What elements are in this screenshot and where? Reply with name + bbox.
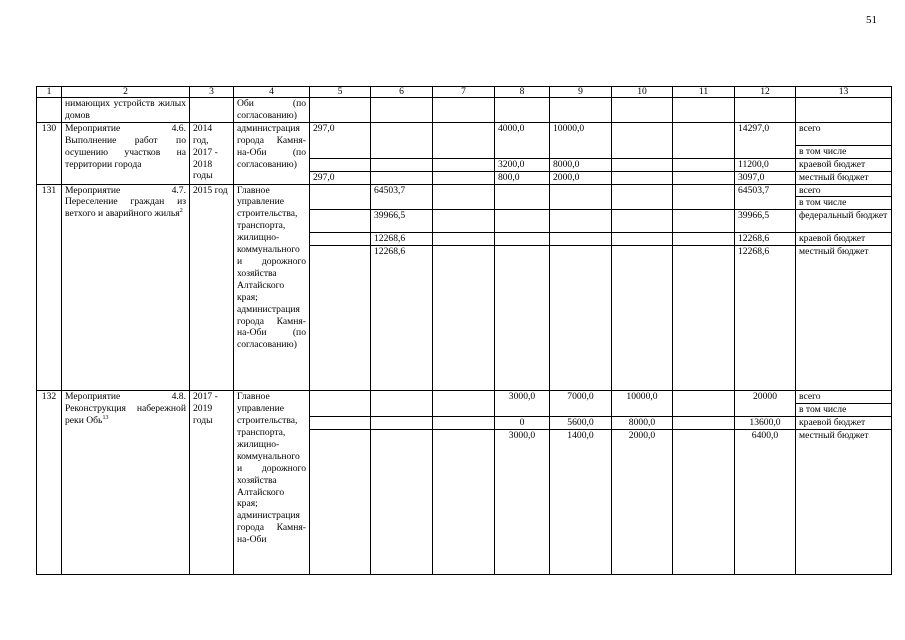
cell-c6: 12268,6 <box>371 246 433 391</box>
continuation-executor: Оби (по согласованию) <box>234 98 310 123</box>
cell-c8: 3000,0 <box>495 391 550 404</box>
executor: Главное управление строительства, транспорта, жилищно-коммунального и дорожного хозяйства Алтайского края; администрация города Камня-на-Оби <box>234 391 310 575</box>
cell-c12: 12268,6 <box>735 246 796 391</box>
cell-c6: 39966,5 <box>371 210 433 233</box>
activity-name: Мероприятие 4.7. Переселение граждан из ветхого и аварийного жилья$^2$ <box>62 184 190 391</box>
cell-c9: 8000,0 <box>550 158 612 171</box>
header-cell: 10 <box>612 87 673 98</box>
header-cell: 1 <box>37 87 62 98</box>
cell-c13: местный бюджет <box>796 246 892 391</box>
executor: Главное управление строительства, транспорта, жилищно-коммунального и дорожного хозяйства Алтайского края; администрация города Камня-на-Оби (по согласованию) <box>234 184 310 391</box>
cell-c9: 5600,0 <box>550 417 612 430</box>
cell-c10: 2000,0 <box>612 429 673 574</box>
cell-c12: 3097,0 <box>735 171 796 184</box>
header-cell: 11 <box>673 87 735 98</box>
cell-c8: 0 <box>495 417 550 430</box>
cell-c10: 10000,0 <box>612 391 673 404</box>
header-cell: 5 <box>310 87 371 98</box>
cell-c13: всего <box>796 391 892 404</box>
cell-c12: 39966,5 <box>735 210 796 233</box>
cell-c10: 8000,0 <box>612 417 673 430</box>
cell-c13: краевой бюджет <box>796 417 892 430</box>
cell-c12: 64503,7 <box>735 184 796 197</box>
cell-c13: в том числе <box>796 404 892 417</box>
cell-c8: 3000,0 <box>495 429 550 574</box>
cell-c5: 297,0 <box>310 122 371 145</box>
cell-c12: 11200,0 <box>735 158 796 171</box>
program-table <box>36 86 892 575</box>
activity-name: Мероприятие 4.6. Выполнение работ по осушению участков на территории города <box>62 122 190 184</box>
years: 2015 год <box>190 184 234 391</box>
cell-c12: 6400,0 <box>735 429 796 574</box>
cell-c9: 10000,0 <box>550 122 612 145</box>
header-cell: 9 <box>550 87 612 98</box>
cell-c8: 800,0 <box>495 171 550 184</box>
header-row <box>37 87 892 98</box>
row-number: 130 <box>37 122 62 184</box>
header-cell: 4 <box>234 87 310 98</box>
header-cell: 8 <box>495 87 550 98</box>
cell-c9: 1400,0 <box>550 429 612 574</box>
table-row <box>37 391 892 404</box>
row-number: 132 <box>37 391 62 575</box>
header-cell: 6 <box>371 87 433 98</box>
cell-c13: в том числе <box>796 145 892 158</box>
cell-c6: 64503,7 <box>371 184 433 197</box>
executor: администрация города Камня-на-Оби (по согласованию) <box>234 122 310 184</box>
cell-c13: краевой бюджет <box>796 233 892 246</box>
cell-c12: 13600,0 <box>735 417 796 430</box>
header-cell: 7 <box>433 87 495 98</box>
cell-c6: 12268,6 <box>371 233 433 246</box>
cell-c13: всего <box>796 122 892 145</box>
table-row <box>37 122 892 145</box>
years: 2014 год, 2017 - 2018 годы <box>190 122 234 184</box>
cell-c12: 12268,6 <box>735 233 796 246</box>
continuation-name: нимающих устройств жилых домов <box>62 98 190 123</box>
cell-c13: федеральный бюджет <box>796 210 892 233</box>
cell-c13: всего <box>796 184 892 197</box>
cell-c13: местный бюджет <box>796 171 892 184</box>
cell-c12: 14297,0 <box>735 122 796 145</box>
cell-c5: 297,0 <box>310 171 371 184</box>
cell-c13: местный бюджет <box>796 429 892 574</box>
years: 2017 - 2019 годы <box>190 391 234 575</box>
cell-c9: 7000,0 <box>550 391 612 404</box>
cell-c13: краевой бюджет <box>796 158 892 171</box>
header-cell: 2 <box>62 87 190 98</box>
cell-c9: 2000,0 <box>550 171 612 184</box>
header-cell: 3 <box>190 87 234 98</box>
cell-c12: 20000 <box>735 391 796 404</box>
continuation-row <box>37 98 892 123</box>
header-cell: 12 <box>735 87 796 98</box>
header-cell: 13 <box>796 87 892 98</box>
cell-c13: в том числе <box>796 197 892 210</box>
row-number: 131 <box>37 184 62 391</box>
cell-c8: 3200,0 <box>495 158 550 171</box>
table-row <box>37 184 892 197</box>
page-number: 51 <box>866 14 877 26</box>
activity-name: Мероприятие 4.8. Реконструкция набережной реки Обь$^{13}$ <box>62 391 190 575</box>
cell-c8: 4000,0 <box>495 122 550 145</box>
